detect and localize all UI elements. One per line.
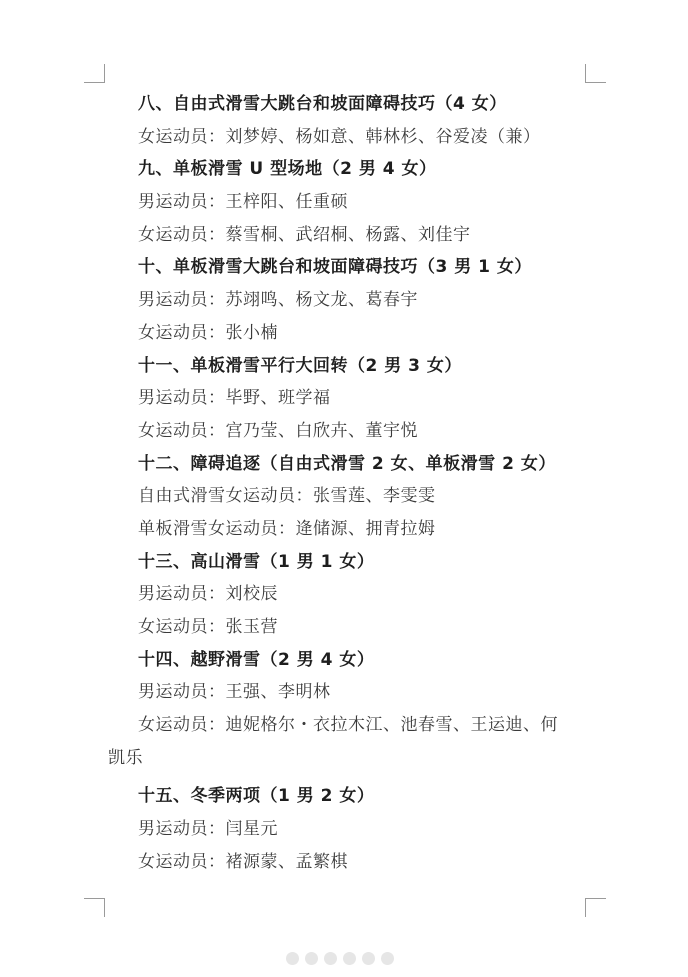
roster-line: 自由式滑雪女运动员：张雪莲、李雯雯 — [138, 486, 436, 507]
crop-mark-top-right — [585, 64, 606, 83]
roster-line: 男运动员：王梓阳、任重硕 — [138, 192, 348, 213]
roster-line: 女运动员：蔡雪桐、武绍桐、杨露、刘佳宇 — [138, 224, 471, 245]
watermark-dot — [324, 952, 337, 965]
roster-line: 男运动员：毕野、班学福 — [138, 388, 331, 409]
crop-mark-bottom-right — [585, 898, 606, 917]
section-heading: 十五、冬季两项（1 男 2 女） — [138, 786, 375, 807]
section-heading: 十二、障碍追逐（自由式滑雪 2 女、单板滑雪 2 女） — [138, 453, 556, 474]
roster-line: 女运动员：张玉营 — [138, 617, 278, 637]
document-body — [108, 88, 588, 879]
roster-line: 男运动员：王强、李明林 — [138, 682, 331, 703]
roster-line: 女运动员：迪妮格尔・衣拉木江、池春雪、王运迪、何 — [138, 715, 558, 736]
crop-mark-top-left — [84, 64, 105, 83]
section-heading: 九、单板滑雪 U 型场地（2 男 4 女） — [138, 159, 437, 180]
watermark-dot — [286, 952, 299, 965]
watermark-dot — [381, 952, 394, 965]
section-heading: 十三、高山滑雪（1 男 1 女） — [138, 551, 375, 572]
section-heading: 八、自由式滑雪大跳台和坡面障碍技巧（4 女） — [138, 94, 507, 114]
section-heading: 十、单板滑雪大跳台和坡面障碍技巧（3 男 1 女） — [138, 257, 532, 278]
roster-line: 男运动员：刘校辰 — [138, 584, 278, 605]
watermark-dot — [305, 952, 318, 965]
watermark-dot — [343, 952, 356, 965]
roster-line: 女运动员：刘梦婷、杨如意、韩林杉、谷爱凌（兼） — [138, 126, 541, 147]
section-heading: 十一、单板滑雪平行大回转（2 男 3 女） — [138, 355, 462, 376]
roster-line: 女运动员：张小楠 — [138, 322, 278, 343]
crop-mark-bottom-left — [84, 898, 105, 917]
roster-line: 男运动员：苏翊鸣、杨文龙、葛春宇 — [138, 290, 418, 311]
roster-line: 女运动员：褚源蒙、孟繁棋 — [138, 851, 348, 872]
roster-line: 单板滑雪女运动员：逄储源、拥青拉姆 — [138, 518, 436, 539]
roster-line: 女运动员：宫乃莹、白欣卉、董宇悦 — [138, 420, 418, 441]
watermark-dot — [362, 952, 375, 965]
section-heading: 十四、越野滑雪（2 男 4 女） — [138, 649, 375, 670]
watermark — [286, 951, 404, 965]
roster-line-continuation: 凯乐 — [108, 747, 143, 768]
roster-line: 男运动员：闫星元 — [138, 819, 278, 840]
